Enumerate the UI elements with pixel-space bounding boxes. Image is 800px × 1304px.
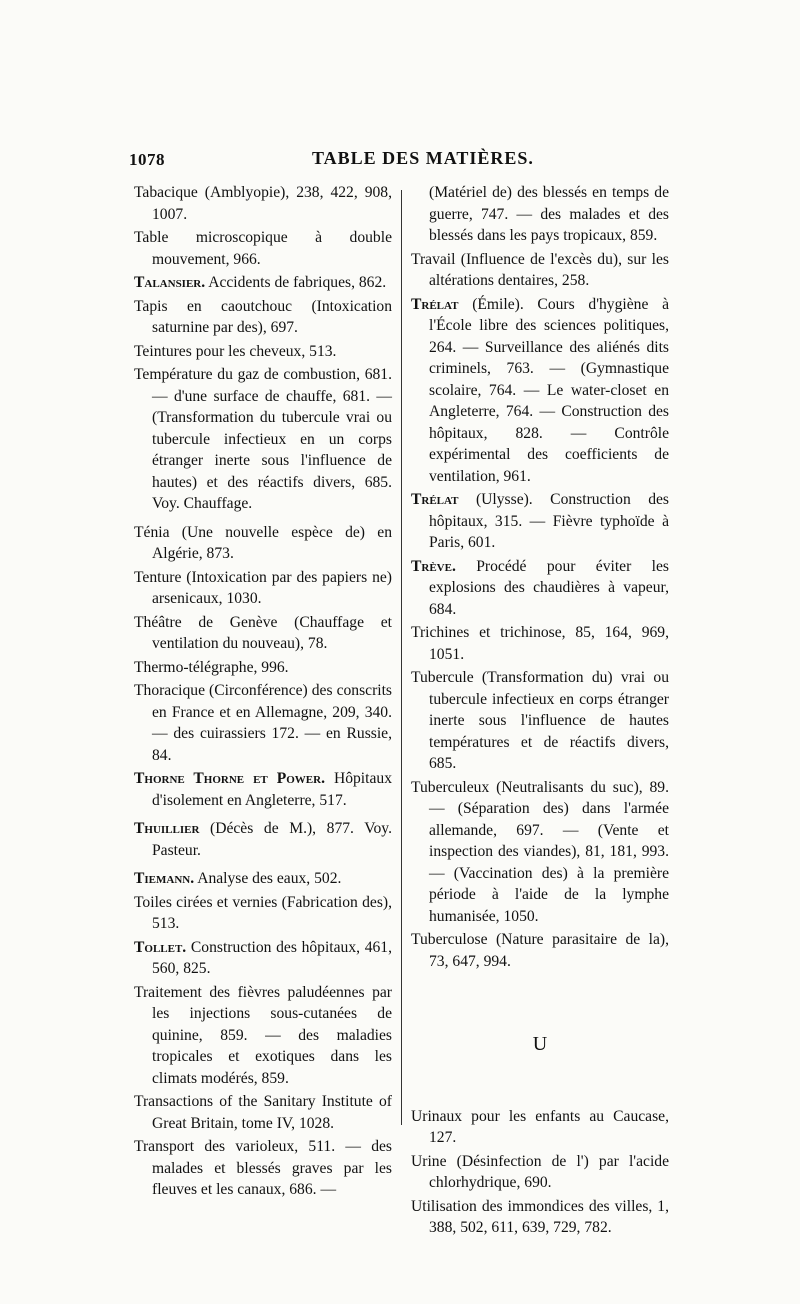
index-entry <box>411 489 669 554</box>
entry-text: Thermo-télégraphe, 996. <box>134 658 289 676</box>
entry-text: (Émile). Cours d'hygiène à l'École libre des sciences politiques, 264. — Surveillance des aliénés dits criminels, 763. — (Gymnastique scolaire, 764. — Le water-closet en Angleterre, 764. — Construction des hôpitaux, 828. — Contrôle expérimental des coefficients de ventilation, 961. <box>429 295 669 485</box>
index-entry <box>134 1091 392 1134</box>
index-entry <box>134 612 392 655</box>
index-entry <box>134 1136 392 1201</box>
index-entry <box>134 937 392 980</box>
right-column-entries-u <box>411 1106 669 1239</box>
entry-name: Thorne Thorne et Power. <box>134 770 325 787</box>
index-entry <box>134 680 392 766</box>
index-column-left <box>134 182 392 1203</box>
entry-text: Ténia (Une nouvelle espèce de) en Algérie, 873. <box>134 523 392 562</box>
entry-name: Tiemann. <box>134 870 195 887</box>
index-column-right <box>411 182 669 1241</box>
index-entry <box>411 667 669 775</box>
entry-text: Utilisation des immondices des villes, 1, 388, 502, 611, 639, 729, 782. <box>411 1197 669 1236</box>
entry-text: (Ulysse). Construction des hôpitaux, 315. — Fièvre typhoïde à Paris, 601. <box>429 491 669 551</box>
entry-text: Tubercule (Transformation du) vrai ou tubercule infectieux en corps étranger inerte sous l'influence de hautes températures et de réactifs divers, 685. <box>411 669 669 772</box>
entry-name: Thuillier <box>134 820 200 837</box>
entry-name: Talansier. <box>134 274 206 291</box>
index-entry <box>411 622 669 665</box>
entry-text: Procédé pour éviter les explosions des chaudières à vapeur, 684. <box>429 557 669 618</box>
index-entry <box>134 227 392 270</box>
entry-text: Tenture (Intoxication par des papiers ne) arsenicaux, 1030. <box>134 568 392 607</box>
index-entry <box>134 892 392 935</box>
entry-text: Tuberculeux (Neutralisants du suc), 89. — (Séparation des) dans l'armée allemande, 697. — (Vente et inspection des viandes), 81, 181, 993. — (Vaccination des) à la première période à l'aide de la lymphe humanisée, 1050. <box>411 778 669 925</box>
index-entry <box>134 868 392 890</box>
index-entry <box>411 182 669 247</box>
index-entry <box>134 296 392 339</box>
entry-text: Transactions of the Sanitary Institute of Great Britain, tome IV, 1028. <box>134 1093 392 1132</box>
index-entry <box>411 1151 669 1194</box>
entry-text: Théâtre de Genève (Chauffage et ventilation du nouveau), 78. <box>134 613 392 652</box>
entry-text: Hôpitaux d'isolement en Angleterre, 517. <box>152 770 392 809</box>
page-number: 1078 <box>129 150 165 169</box>
index-entry <box>134 341 392 363</box>
entry-text: Transport des varioleux, 511. — des malades et blessés graves par les fleuves et les canaux, 686. — <box>134 1138 392 1198</box>
entry-text: Teintures pour les cheveux, 513. <box>134 342 337 360</box>
entry-text: Température du gaz de combustion, 681. — d'une surface de chauffe, 681. — (Transformation du tubercule vrai ou tubercule infectieux en un corps étranger inerte sous l'influence de hautes) et des réactifs divers, 685. Voy. Chauffage. <box>134 366 392 512</box>
entry-text: Analyse des eaux, 502. <box>197 870 342 887</box>
entry-text: (Matériel de) des blessés en temps de guerre, 747. — des malades et des blessés dans les pays tropicaux, 859. <box>429 184 669 244</box>
index-entry <box>134 657 392 679</box>
entry-text: Construction des hôpitaux, 461, 560, 825. <box>152 938 392 977</box>
entry-name: Trélat <box>411 295 459 313</box>
entry-text: Tapis en caoutchouc (Intoxication saturnine par des), 697. <box>134 297 392 336</box>
entry-name: Trève. <box>411 557 456 575</box>
index-entry <box>411 556 669 621</box>
entry-name: Trélat <box>411 491 459 508</box>
right-column-entries-t <box>411 182 669 972</box>
index-entry <box>134 567 392 610</box>
entry-text: Trichines et trichinose, 85, 164, 969, 1051. <box>411 624 669 663</box>
entry-text: Tuberculose (Nature parasitaire de la), 73, 647, 994. <box>411 931 669 970</box>
index-entry <box>134 768 392 811</box>
index-entry <box>411 777 669 928</box>
entry-text: Traitement des fièvres paludéennes par les injections sous-cutanées de quinine, 859. — des maladies tropicales et exotiques dans les climats modérés, 859. <box>134 983 392 1087</box>
entry-text: Toiles cirées et vernies (Fabrication des), 513. <box>134 893 392 932</box>
index-entry <box>134 272 392 294</box>
column-divider <box>401 190 402 1125</box>
index-entry <box>411 294 669 488</box>
entry-text: Urinaux pour les enfants au Caucase, 127. <box>411 1107 669 1146</box>
entry-text: Travail (Influence de l'excès du), sur les altérations dentaires, 258. <box>411 250 669 289</box>
entry-text: Table microscopique à double mouvement, 966. <box>134 229 392 268</box>
entry-name: Tollet. <box>134 938 187 956</box>
index-entry <box>134 982 392 1090</box>
entry-text: (Décès de M.), 877. Voy. Pasteur. <box>152 820 392 859</box>
index-entry <box>134 364 392 515</box>
index-entry <box>134 818 392 861</box>
entry-text: Urine (Désinfection de l') par l'acide chlorhydrique, 690. <box>411 1152 669 1191</box>
index-entry <box>411 1196 669 1239</box>
entry-text: Thoracique (Circonférence) des conscrits en France et en Allemagne, 209, 340. — des cuirassiers 172. — en Russie, 84. <box>134 682 392 764</box>
index-entry <box>134 522 392 565</box>
index-entry <box>411 1106 669 1149</box>
entry-text: Accidents de fabriques, 862. <box>208 274 387 291</box>
running-title: TABLE DES MATIÈRES. <box>312 148 534 168</box>
section-letter-heading: U <box>532 1033 548 1055</box>
index-entry <box>134 182 392 225</box>
index-entry <box>411 929 669 972</box>
index-entry <box>411 249 669 292</box>
entry-text: Tabacique (Amblyopie), 238, 422, 908, 1007. <box>134 184 392 223</box>
